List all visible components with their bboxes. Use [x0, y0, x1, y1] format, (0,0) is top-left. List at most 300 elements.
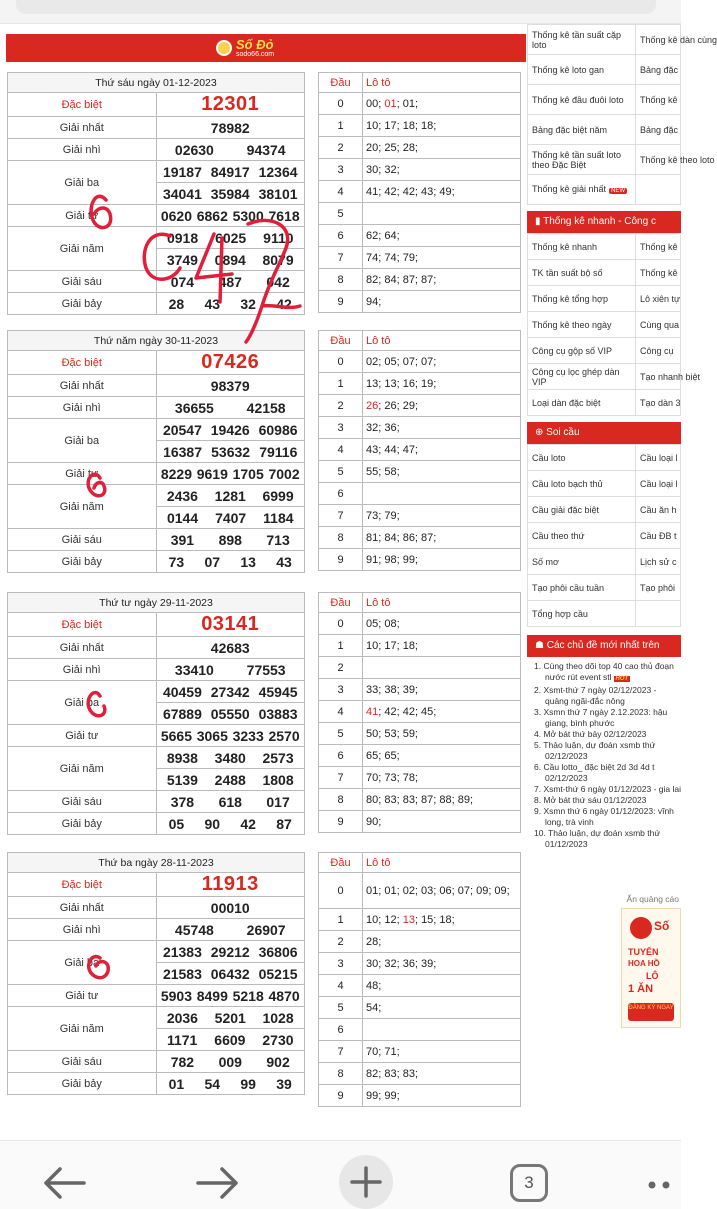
- loto-values: [363, 483, 521, 505]
- loto-row: [319, 115, 521, 137]
- ad-line: TUYỂN: [628, 947, 659, 957]
- loto-row: [319, 461, 521, 483]
- special-prize: [156, 351, 305, 375]
- loto-row: [319, 745, 521, 767]
- loto-head-digit: 4: [319, 701, 363, 723]
- soi-cau-header: ⊕ Soi cầu: [527, 422, 681, 444]
- more-menu-button[interactable]: [646, 1178, 681, 1196]
- fifth-row: [8, 485, 305, 507]
- loto-head-digit: 8: [319, 789, 363, 811]
- results-table: [7, 592, 305, 835]
- loto-head-digit: 9: [319, 291, 363, 313]
- menu-item[interactable]: [636, 175, 681, 205]
- special-row: [8, 613, 305, 637]
- loto-values: [363, 767, 521, 789]
- prize-number: 42158: [246, 399, 286, 416]
- topic-link[interactable]: [531, 685, 681, 707]
- loto-values: [363, 137, 521, 159]
- loto-value: 54;: [366, 1001, 382, 1014]
- prize-number: 6862: [196, 207, 228, 224]
- menu-row: [528, 471, 681, 497]
- loto-head-digit: 6: [319, 225, 363, 247]
- loto-value: 65; 65;: [366, 749, 400, 762]
- prize-label: Đặc biệt: [8, 873, 157, 897]
- loto-row: [319, 549, 521, 571]
- prize-number: 3480: [214, 749, 246, 766]
- loto-value: 55; 58;: [366, 465, 400, 478]
- loto-header: [319, 331, 521, 351]
- prize-number: 90: [204, 815, 221, 832]
- menu-item-label: Cầu loto bạch thủ: [532, 478, 603, 489]
- loto-head-digit: 3: [319, 417, 363, 439]
- menu-item[interactable]: [528, 445, 636, 471]
- prize-label: Giải năm: [8, 485, 157, 529]
- menu-item-label: Thống kê giải nhất: [532, 183, 607, 194]
- topic-link[interactable]: [531, 806, 681, 828]
- loto-value: 28;: [366, 935, 382, 948]
- loto-head-digit: 0: [319, 873, 363, 909]
- loto-header-label: Lô tô: [363, 331, 521, 351]
- menu-item[interactable]: [636, 364, 701, 390]
- loto-values: [363, 549, 521, 571]
- menu-row: [528, 445, 681, 471]
- prize-values: [156, 941, 305, 963]
- special-row: [8, 873, 305, 897]
- topic-link[interactable]: [531, 729, 681, 740]
- loto-row: [319, 789, 521, 811]
- menu-item-label: Lịch sử c: [640, 556, 677, 567]
- menu-row: [528, 286, 681, 312]
- hide-ad-link[interactable]: Ẩn quảng cáo: [626, 894, 679, 904]
- menu-item[interactable]: [636, 312, 681, 338]
- prize-number: 21583: [162, 965, 202, 982]
- menu-item[interactable]: [636, 390, 681, 416]
- hot-badge: HOT: [615, 676, 629, 682]
- menu-row: [528, 55, 681, 85]
- menu-item[interactable]: [636, 85, 681, 115]
- menu-item-label: Lô xiên tự: [640, 293, 681, 304]
- special-prize: [156, 613, 305, 637]
- loto-head-digit: 5: [319, 997, 363, 1019]
- prize-label: Đặc biệt: [8, 93, 157, 117]
- third-row: [8, 681, 305, 703]
- dau-header: Đầu: [319, 73, 363, 93]
- loto-special-value: 26: [366, 399, 379, 412]
- prize-number: 94374: [246, 141, 286, 158]
- menu-item[interactable]: [528, 115, 636, 145]
- loto-row: [319, 953, 521, 975]
- prize-number: 19187: [162, 163, 202, 180]
- prize-number: 713: [266, 531, 290, 548]
- menu-item[interactable]: [528, 260, 636, 286]
- dau-header: Đầu: [319, 853, 363, 873]
- loto-values: [363, 635, 521, 657]
- fourth-row: [8, 205, 305, 227]
- topic-link[interactable]: [531, 661, 681, 685]
- prize-number: 87: [276, 815, 292, 832]
- topic-title: 1. Cùng theo dõi top 40 cao thủ đoạn nước rút event stl: [534, 661, 674, 682]
- menu-item[interactable]: [528, 145, 636, 175]
- loto-table: [318, 330, 521, 571]
- loto-head-digit: 1: [319, 635, 363, 657]
- loto-header: [319, 593, 521, 613]
- menu-item[interactable]: [528, 549, 636, 575]
- loto-values: [363, 701, 521, 723]
- menu-item[interactable]: [528, 175, 636, 205]
- prize-number: 5665: [160, 727, 193, 744]
- prize-number: 3065: [196, 727, 228, 744]
- prize-values: [156, 747, 305, 769]
- forward-button[interactable]: [194, 1163, 242, 1208]
- sixth-row: [8, 791, 305, 813]
- menu-item[interactable]: [528, 55, 636, 85]
- loto-value: 48;: [366, 979, 382, 992]
- menu-item[interactable]: [636, 286, 681, 312]
- prize-number: 618: [218, 793, 242, 810]
- prize-number: 1171: [166, 1031, 198, 1048]
- loto-values: [363, 745, 521, 767]
- fourth-row: [8, 463, 305, 485]
- first-row: [8, 375, 305, 397]
- loto-row: [319, 811, 521, 833]
- menu-item[interactable]: [636, 338, 681, 364]
- menu-item[interactable]: [636, 575, 681, 601]
- second-row: [8, 397, 305, 419]
- prize-number: 99: [240, 1075, 256, 1092]
- loto-values: [363, 247, 521, 269]
- loto-row: [319, 1085, 521, 1107]
- loto-head-digit: 6: [319, 483, 363, 505]
- loto-value: 10; 17; 18;: [366, 639, 418, 652]
- prize-number: 28: [168, 295, 185, 312]
- loto-value: 70; 71;: [366, 1045, 400, 1058]
- prize-label: Giải nhì: [8, 659, 157, 681]
- loto-value: 41; 42; 42; 43; 49;: [366, 185, 455, 198]
- loto-values: [363, 291, 521, 313]
- menu-item-label: Công cụ lọc ghép dàn VIP: [532, 366, 620, 387]
- loto-header: [319, 73, 521, 93]
- menu-item[interactable]: [636, 260, 681, 286]
- loto-row: [319, 351, 521, 373]
- loto-head-digit: 3: [319, 159, 363, 181]
- prize-label: Giải năm: [8, 747, 157, 791]
- menu-item[interactable]: [528, 364, 636, 390]
- site-logo[interactable]: [216, 37, 274, 59]
- loto-row: [319, 159, 521, 181]
- loto-values: [363, 461, 521, 483]
- menu-item[interactable]: [528, 234, 636, 260]
- menu-row: [528, 234, 681, 260]
- loto-head-digit: 6: [319, 745, 363, 767]
- loto-row: [319, 269, 521, 291]
- menu-item[interactable]: [528, 471, 636, 497]
- prize-number: 05215: [258, 965, 298, 982]
- prize-number: 13: [240, 553, 256, 570]
- menu-item-label: Số mơ: [532, 556, 559, 567]
- menu-item[interactable]: [636, 25, 717, 55]
- loto-header-label: Lô tô: [363, 73, 521, 93]
- address-bar-edge[interactable]: [16, 0, 656, 14]
- menu-item[interactable]: [636, 445, 681, 471]
- loto-head-digit: 0: [319, 93, 363, 115]
- prize-label: Giải sáu: [8, 1051, 157, 1073]
- loto-values: [363, 873, 521, 909]
- loto-row: [319, 701, 521, 723]
- menu-item[interactable]: [528, 25, 636, 55]
- loto-row: [319, 203, 521, 225]
- prize-values: [156, 463, 305, 485]
- prize-number: 45945: [258, 683, 298, 700]
- prize-values: [156, 397, 305, 419]
- prize-number: 017: [266, 793, 290, 810]
- loto-head-digit: 2: [319, 137, 363, 159]
- menu-item-label: Thống kê tổng hợp: [532, 293, 608, 304]
- loto-value: ; 15; 18;: [414, 913, 455, 926]
- menu-item-label: Thống kê loto gan: [532, 64, 605, 75]
- prize-number: 5903: [160, 987, 193, 1004]
- loto-value: 82; 83; 83;: [366, 1067, 418, 1080]
- soi-cau-grid: [527, 444, 681, 627]
- menu-item-label: Thống kê đầu đuôi loto: [532, 94, 624, 105]
- loto-row: [319, 723, 521, 745]
- prize-number: 33410: [174, 661, 214, 678]
- loto-value: 02; 05; 07; 07;: [366, 355, 437, 368]
- loto-row: [319, 613, 521, 635]
- prize-number: 1705: [232, 465, 264, 482]
- loto-head-digit: 5: [319, 461, 363, 483]
- special-number: 07426: [201, 351, 260, 373]
- more-dots-icon: [646, 1179, 681, 1191]
- loto-value: 73; 79;: [366, 509, 400, 522]
- menu-row: [528, 145, 681, 175]
- loto-values: [363, 527, 521, 549]
- prize-label: Giải nhất: [8, 117, 157, 139]
- date-row: [8, 853, 305, 873]
- menu-item[interactable]: [636, 523, 681, 549]
- menu-item[interactable]: [636, 601, 681, 627]
- menu-item[interactable]: [636, 55, 681, 85]
- menu-item-label: Bảng đặc biệt năm: [532, 124, 608, 135]
- menu-item[interactable]: [528, 523, 636, 549]
- loto-value: 81; 84; 86; 87;: [366, 531, 437, 544]
- prize-number: 43: [204, 295, 221, 312]
- fifth-row: [8, 747, 305, 769]
- quick-stats-grid: [527, 233, 701, 416]
- prize-label: Giải nhất: [8, 897, 157, 919]
- menu-item-label: Tạo dàn 3: [640, 397, 681, 408]
- menu-item-label: Cầu ăn h: [640, 504, 677, 515]
- prize-number: 6609: [214, 1031, 246, 1048]
- prize-label: Giải ba: [8, 419, 157, 463]
- menu-item[interactable]: [528, 85, 636, 115]
- menu-item[interactable]: [528, 286, 636, 312]
- loto-value: 99; 99;: [366, 1089, 400, 1102]
- topics-header: ☗ Các chủ đề mới nhất trên: [527, 635, 681, 657]
- prize-values: [156, 703, 305, 725]
- prize-label: Giải bảy: [8, 551, 157, 573]
- menu-item-label: Tổng hợp cầu: [532, 608, 588, 619]
- menu-row: [528, 85, 681, 115]
- loto-values: [363, 1063, 521, 1085]
- plus-icon: [349, 1165, 383, 1199]
- seventh-row: [8, 551, 305, 573]
- prize-label: Giải năm: [8, 227, 157, 271]
- topic-link[interactable]: [531, 828, 681, 850]
- tab-switcher-button[interactable]: [510, 1164, 548, 1202]
- prize-number: 05550: [210, 705, 250, 722]
- menu-item-label: Tạo phôi: [640, 582, 676, 593]
- prize-number: 20547: [162, 421, 202, 438]
- prize-number: 0144: [166, 509, 199, 526]
- loto-row: [319, 767, 521, 789]
- loto-value: 00;: [366, 97, 385, 110]
- menu-item-label: Cầu loại l: [640, 452, 678, 463]
- loto-row: [319, 373, 521, 395]
- loto-value: 10; 17; 18; 18;: [366, 119, 437, 132]
- menu-item[interactable]: [636, 145, 715, 175]
- loto-values: [363, 1085, 521, 1107]
- loto-values: [363, 1041, 521, 1063]
- prize-values: [156, 507, 305, 529]
- ad-register-button[interactable]: ĐĂNG KÝ NGAY: [628, 1003, 674, 1021]
- loto-row: [319, 975, 521, 997]
- first-prize: 42683: [156, 637, 305, 659]
- back-button[interactable]: [40, 1163, 88, 1208]
- dau-header: Đầu: [319, 331, 363, 351]
- loto-row: [319, 225, 521, 247]
- menu-item-label: Cầu ĐB t: [640, 530, 677, 541]
- loto-values: [363, 417, 521, 439]
- prize-number: 53632: [211, 443, 251, 460]
- loto-row: [319, 1063, 521, 1085]
- draw-date: Thứ tư ngày 29-11-2023: [8, 593, 305, 613]
- menu-item[interactable]: [528, 390, 636, 416]
- menu-row: [528, 338, 681, 364]
- topic-link[interactable]: [531, 740, 681, 762]
- prize-number: 60986: [258, 421, 298, 438]
- menu-item[interactable]: [528, 312, 636, 338]
- prize-values: [156, 529, 305, 551]
- menu-item[interactable]: [528, 601, 636, 627]
- loto-header-label: Lô tô: [363, 593, 521, 613]
- loto-head-digit: 8: [319, 269, 363, 291]
- logo-badge-icon: [216, 40, 232, 56]
- new-tab-button[interactable]: [339, 1155, 393, 1209]
- loto-head-digit: 7: [319, 505, 363, 527]
- special-number: 11913: [201, 873, 259, 895]
- prize-label: Giải bảy: [8, 813, 157, 835]
- ad-banner[interactable]: [621, 908, 681, 1028]
- topic-link[interactable]: [531, 762, 681, 784]
- loto-value: 62; 64;: [366, 229, 400, 242]
- date-row: [8, 73, 305, 93]
- prize-number: 8938: [166, 749, 198, 766]
- prize-number: 39: [276, 1075, 292, 1092]
- loto-row: [319, 527, 521, 549]
- prize-label: Giải tư: [8, 725, 157, 747]
- topic-link[interactable]: [531, 707, 681, 729]
- logo-domain: sodo66.com: [236, 50, 275, 58]
- loto-values: [363, 439, 521, 461]
- menu-item[interactable]: [636, 234, 681, 260]
- prize-number: 9619: [196, 465, 228, 482]
- menu-item[interactable]: [636, 497, 681, 523]
- draw-date: Thứ ba ngày 28-11-2023: [8, 853, 305, 873]
- prize-number: 26907: [246, 921, 286, 938]
- menu-item[interactable]: [528, 338, 636, 364]
- menu-item[interactable]: [636, 471, 681, 497]
- prize-number: 1281: [214, 487, 246, 504]
- loto-values: [363, 613, 521, 635]
- menu-item-label: Thống kê theo ngày: [532, 319, 612, 330]
- loto-value: 94;: [366, 295, 382, 308]
- loto-head-digit: 9: [319, 811, 363, 833]
- sidebar: [527, 24, 717, 1028]
- loto-row: [319, 635, 521, 657]
- fifth-row: [8, 227, 305, 249]
- loto-head-digit: 9: [319, 1085, 363, 1107]
- loto-row: [319, 483, 521, 505]
- loto-value: 80; 83; 83; 87; 88; 89;: [366, 793, 474, 806]
- loto-values: [363, 723, 521, 745]
- prize-values: [156, 485, 305, 507]
- menu-row: [528, 549, 681, 575]
- prize-number: 898: [218, 531, 242, 548]
- seventh-row: [8, 813, 305, 835]
- prize-label: Đặc biệt: [8, 351, 157, 375]
- menu-item-label: Cầu giải đặc biệt: [532, 504, 600, 515]
- prize-values: [156, 227, 305, 249]
- loto-row: [319, 505, 521, 527]
- loto-head-digit: 7: [319, 247, 363, 269]
- prize-number: 5300: [232, 207, 264, 224]
- prize-number: 1028: [262, 1009, 294, 1026]
- loto-row: [319, 439, 521, 461]
- logo-brand: Số Đỏ: [236, 36, 274, 52]
- menu-item[interactable]: [528, 497, 636, 523]
- prize-number: 4870: [268, 987, 300, 1004]
- loto-special-value: 13: [402, 913, 415, 926]
- menu-row: [528, 390, 681, 416]
- loto-head-digit: 0: [319, 613, 363, 635]
- loto-head-digit: 4: [319, 975, 363, 997]
- prize-values: [156, 293, 305, 315]
- special-number: 03141: [201, 613, 260, 635]
- prize-values: [156, 919, 305, 941]
- topic-link[interactable]: [531, 784, 681, 795]
- loto-head-digit: 1: [319, 909, 363, 931]
- third-row: [8, 419, 305, 441]
- prize-number: 0918: [166, 229, 199, 246]
- prize-values: [156, 813, 305, 835]
- prize-values: [156, 1007, 305, 1029]
- draw-date: Thứ năm ngày 30-11-2023: [8, 331, 305, 351]
- prize-values: [156, 161, 305, 183]
- second-row: [8, 659, 305, 681]
- menu-item-label: Thống kê dàn cùng: [640, 34, 717, 45]
- loto-values: [363, 679, 521, 701]
- menu-item[interactable]: [636, 549, 681, 575]
- menu-item[interactable]: [528, 575, 636, 601]
- prize-number: 02630: [174, 141, 214, 158]
- loto-table: [318, 72, 521, 313]
- topic-title: 8. Mở bát thứ sáu 01/12/2023: [534, 795, 647, 805]
- loto-values: [363, 657, 521, 679]
- loto-value: ; 26; 29;: [378, 399, 419, 412]
- menu-item[interactable]: [636, 115, 681, 145]
- topic-link[interactable]: [531, 795, 681, 806]
- special-prize: [156, 873, 305, 897]
